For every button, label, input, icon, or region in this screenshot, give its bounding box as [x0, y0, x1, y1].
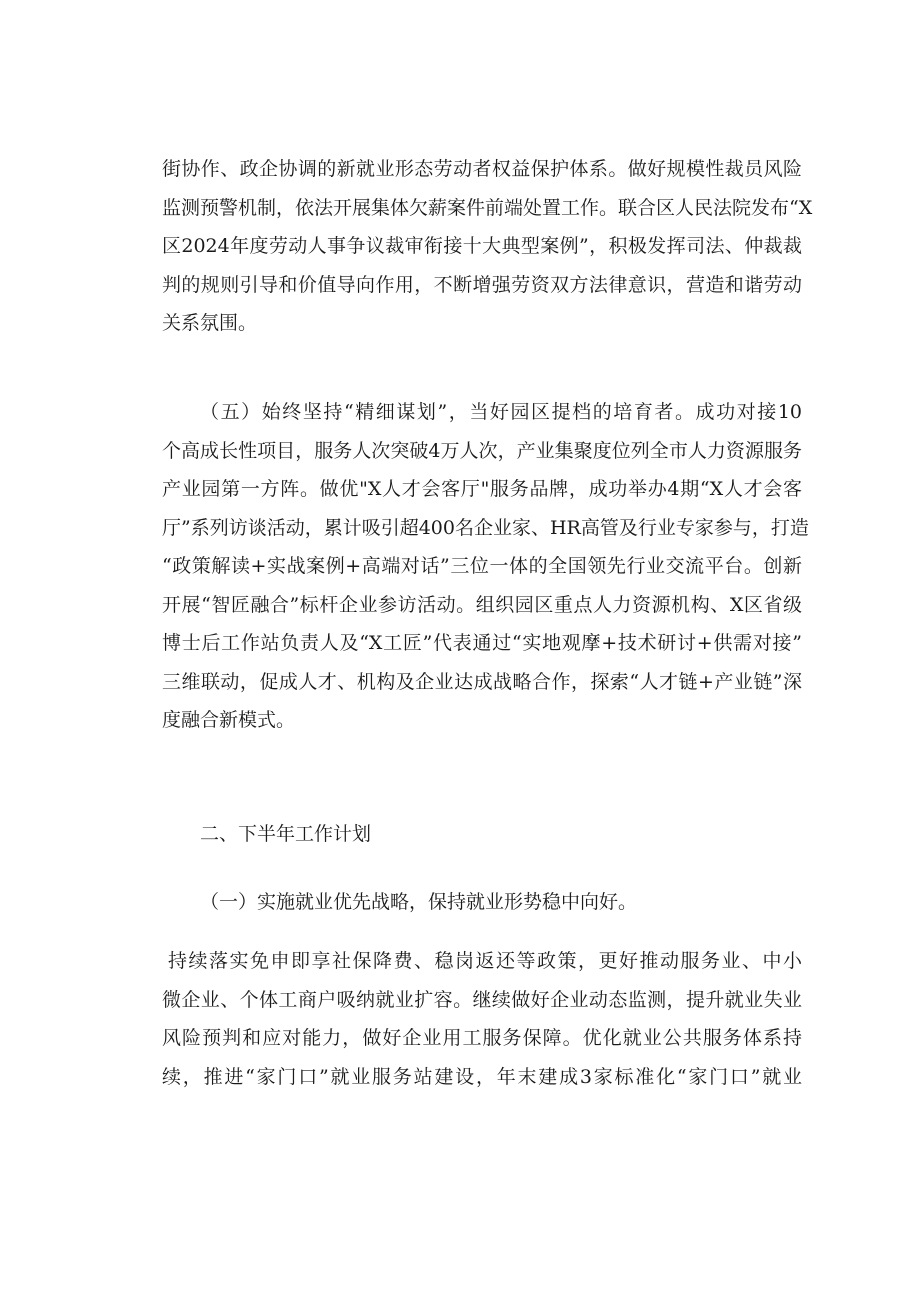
- paragraph-line: 产业园第一方阵。做优"X人才会客厅"服务品牌，成功举办4期“X人才会客: [162, 478, 802, 500]
- paragraph-line: 厅”系列访谈活动，累计吸引超400名企业家、HR高管及行业专家参与，打造: [162, 516, 809, 539]
- paragraph-line: 街协作、政企协调的新就业形态劳动者权益保护体系。做好规模性裁员风险: [162, 158, 802, 180]
- subsection-heading: （一）实施就业优先战略，保持就业形势稳中向好。: [200, 891, 638, 913]
- paragraph-line: （五）始终坚持“精细谋划”，当好园区提档的培育者。成功对接10: [200, 401, 802, 423]
- paragraph-line: “政策解读+实战案例+高端对话”三位一体的全国领先行业交流平台。创新: [162, 555, 802, 577]
- paragraph-line: 开展“智匠融合”标杆企业参访活动。组织园区重点人力资源机构、X区省级: [162, 593, 802, 616]
- section-heading: 二、下半年工作计划: [200, 823, 372, 845]
- paragraph-line: 风险预判和应对能力，做好企业用工服务保障。优化就业公共服务体系持: [162, 1027, 802, 1049]
- paragraph-line: 三维联动，促成人才、机构及企业达成战略合作，探索“人才链+产业链”深: [162, 670, 802, 693]
- paragraph-line: 判的规则引导和价值导向作用，不断增强劳资双方法律意识，营造和谐劳动: [162, 273, 802, 296]
- paragraph-line: 度融合新模式。: [162, 709, 296, 731]
- paragraph-line: 区2024年度劳动人事争议裁审衔接十大典型案例”，积极发挥司法、仲裁裁: [162, 235, 802, 257]
- paragraph-line: 关系氛围。: [162, 312, 258, 334]
- paragraph-line: 个高成长性项目，服务人次突破4万人次，产业集聚度位列全市人力资源服务: [162, 439, 802, 462]
- paragraph-labor-rights: [162, 150, 813, 343]
- paragraph-line: 监测预警机制，依法开展集体欠薪案件前端处置工作。联合区人民法院发布“X: [162, 196, 813, 219]
- paragraph-line: 微企业、个体工商户吸纳就业扩容。继续做好企业动态监测，提升就业失业: [162, 988, 802, 1011]
- paragraph-line: 续，推进“家门口”就业服务站建设，年末建成3家标准化“家门口”就业: [162, 1065, 802, 1088]
- paragraph-employment-priority: [162, 942, 802, 1096]
- paragraph-line: 持续落实免申即享社保降费、稳岗返还等政策，更好推动服务业、中小: [168, 950, 802, 972]
- paragraph-line: 博士后工作站负责人及“X工匠”代表通过“实地观摩+技术研讨+供需对接”: [162, 632, 802, 654]
- paragraph-park-upgrade: [162, 393, 809, 740]
